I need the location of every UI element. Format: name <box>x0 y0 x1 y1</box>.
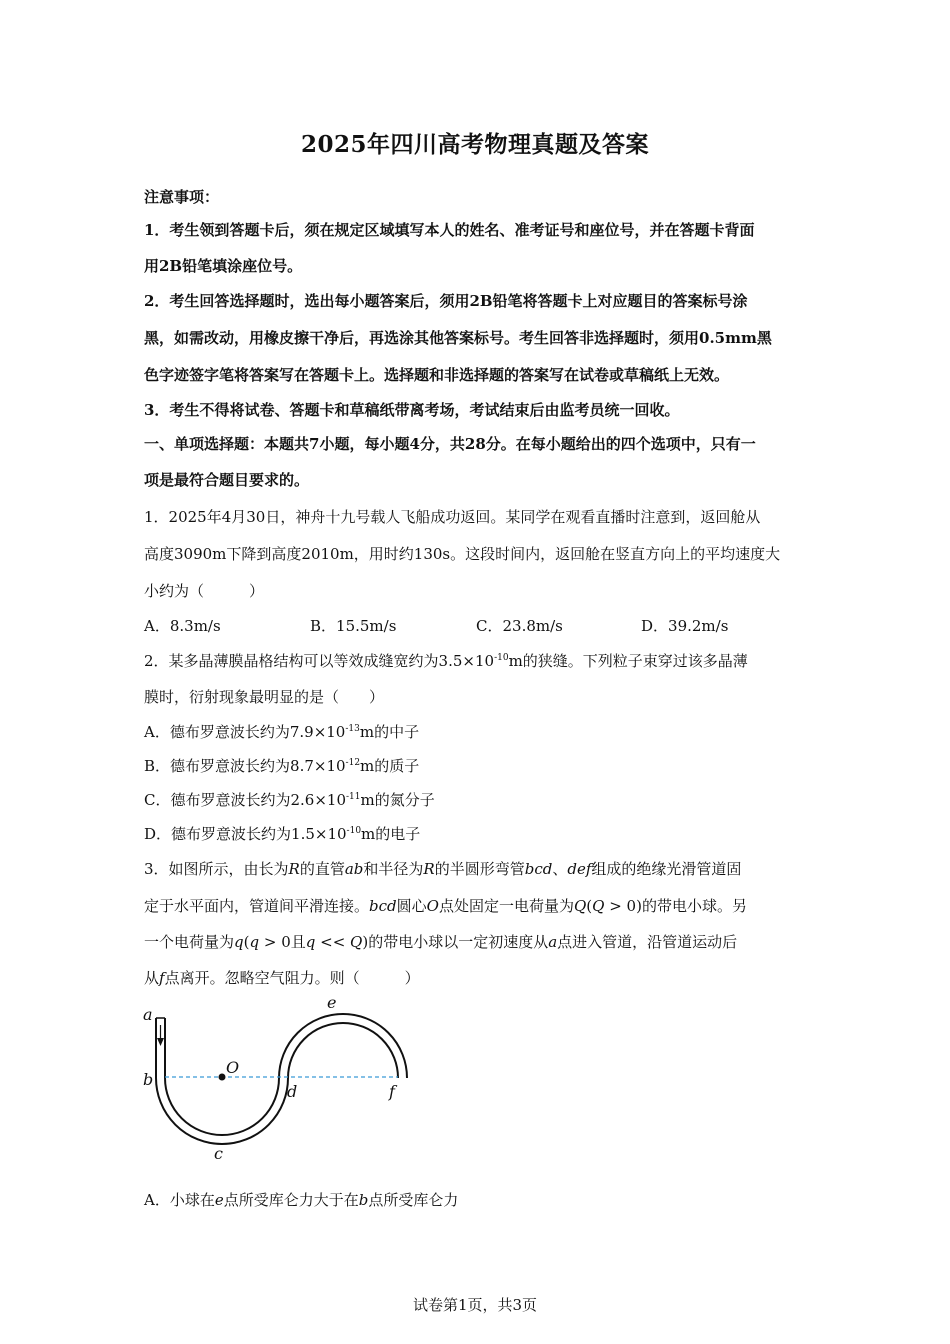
q2-option-c: C．德布罗意波长约为$2.6\times 10^{-11}m$的氮分子 <box>144 791 435 809</box>
q1-option-d: D．39.2m/s <box>641 617 729 635</box>
q3-line-2: 定于水平面内，管道间平滑连接。bcd圆心O点处固定一电荷量为Q(Q > 0)的带电小球。另 <box>144 897 747 915</box>
q2-line-a: 2．某多晶薄膜晶格结构可以等效成缝宽约为$3.5\times 10^{-10}m$的狭缝。下列粒子束穿过该多晶薄 <box>144 652 748 670</box>
q3-line-1: 3．如图所示，由长为R的直管ab和半径为R的半圆形弯管bcd、def组成的绝缘光滑管道固 <box>144 860 742 878</box>
q1-option-a: A．8.3m/s <box>144 617 221 635</box>
q1-option-c: C．23.8m/s <box>476 617 563 635</box>
q2-option-d: D．德布罗意波长约为$1.5\times 10^{-10}m$的电子 <box>144 825 421 843</box>
label-O: O <box>226 1058 240 1077</box>
notice-heading: 注意事项： <box>144 188 220 206</box>
label-d: d <box>287 1082 298 1101</box>
pipe-figure <box>130 995 430 1170</box>
label-e: e <box>327 995 337 1012</box>
q2-option-a: A．德布罗意波长约为$7.9\times 10^{-13}m$的中子 <box>144 723 420 741</box>
notice-item-2b: 黑，如需改动，用橡皮擦干净后，再选涂其他答案标号。考生回答非选择题时，须用0.5mm黑 <box>144 329 772 347</box>
pipe-outer-wall <box>156 1018 398 1144</box>
page-footer: 试卷第1页，共3页 <box>412 1296 538 1314</box>
q3-line-3: 一个电荷量为q(q > 0且q << Q)的带电小球以一定初速度从a点进入管道，沿管道运动后 <box>144 933 738 951</box>
notice-item-1a: 1．考生领到答题卡后，须在规定区域填写本人的姓名、准考证号和座位号，并在答题卡背面 <box>144 221 755 239</box>
label-c: c <box>214 1144 223 1163</box>
q2-line-b: 膜时，衍射现象最明显的是（ ） <box>144 688 385 706</box>
notice-item-3: 3．考生不得将试卷、答题卡和草稿纸带离考场，考试结束后由监考员统一回收。 <box>144 401 680 419</box>
notice-item-2c: 色字迹签字笔将答案写在答题卡上。选择题和非选择题的答案写在试卷或草稿纸上无效。 <box>144 366 730 384</box>
q1-line-c: 小约为（ ） <box>144 582 265 600</box>
q2-option-b: B．德布罗意波长约为$8.7\times 10^{-12}m$的质子 <box>144 757 420 775</box>
notice-item-2a: 2．考生回答选择题时，选出每小题答案后，须用2B铅笔将答题卡上对应题目的答案标号涂 <box>144 292 748 310</box>
center-charge-dot <box>219 1074 226 1081</box>
section-heading-b: 项是最符合题目要求的。 <box>144 471 310 489</box>
q3-line-4: 从f点离开。忽略空气阻力。则（ ） <box>144 969 420 987</box>
notice-item-1b: 用2B铅笔填涂座位号。 <box>144 257 303 275</box>
pipe-inner-wall <box>165 1014 407 1135</box>
q1-option-b: B．15.5m/s <box>310 617 397 635</box>
arrowhead-icon <box>157 1038 164 1046</box>
section-heading-a: 一、单项选择题：本题共7小题，每小题4分，共28分。在每小题给出的四个选项中，只有一 <box>144 435 756 453</box>
label-f: f <box>389 1082 395 1101</box>
page-title: 2025年四川高考物理真题及答案 <box>300 131 649 158</box>
label-b: b <box>143 1070 154 1089</box>
q3-option-a: A．小球在e点所受库仑力大于在b点所受库仑力 <box>144 1191 459 1209</box>
q1-line-b: 高度3090m下降到高度2010m，用时约130s。这段时间内，返回舱在竖直方向上的平均速度大 <box>144 545 781 563</box>
q1-line-a: 1．2025年4月30日，神舟十九号载人飞船成功返回。某同学在观看直播时注意到，返回舱从 <box>144 508 761 526</box>
label-a: a <box>143 1005 153 1024</box>
